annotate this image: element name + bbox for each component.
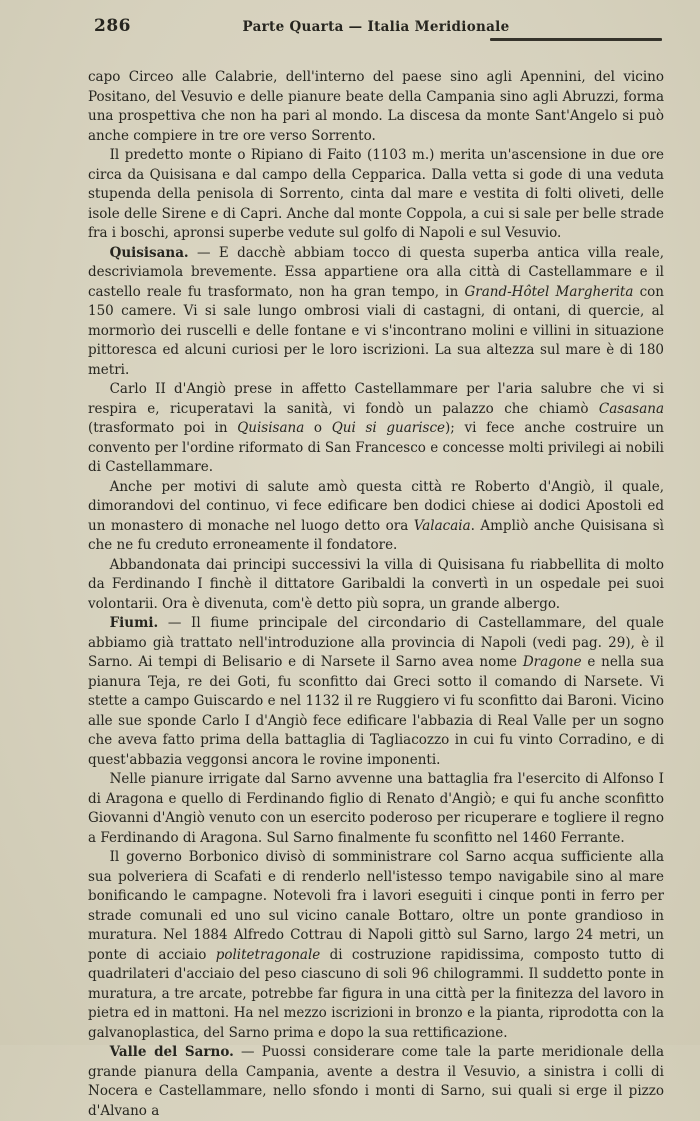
paragraph <box>88 478 664 556</box>
paragraph <box>88 146 664 244</box>
paragraph <box>88 244 664 381</box>
paragraph-text: — Puossi considerare come tale la parte meridionale della grande pianura della Campania, avente a destra il Vesuvio, a sinistra i colli di Nocera e Castellammare, nello sfondo i monti di Sarno, sui quali si erge il pizzo d'Alvano a <box>88 1044 665 1119</box>
paragraph-text: Anche per motivi di salute amò questa città re Roberto d'Angiò, il quale, dimorandovi del continuo, vi fece edificare ben dodici chiese ai dodici Apostoli ed un monastero di monache nel luogo detto ora <box>88 478 664 534</box>
paragraph-text: capo Circeo alle Calabrie, dell'interno del paese sino agli Apennini, del vicino Positano, del Vesuvio e delle pianure beate della Campania sino agli Abruzzi, forma una prospettiva che non ha pari al mondo. La discesa da monte Sant'Angelo si può anche compiere in tre ore verso Sorrento. <box>88 69 664 144</box>
paragraph-text: e nella sua pianura Teja, re dei Goti, fu sconfitto dai Greci sotto il comando di Narsete. Vi stette a campo Guiscardo e nel 1132 il re Ruggiero vi fu sconfitto dai Baroni. Vicino alle sue sponde Carlo I d'Angiò fece edificare l'abbazia di Real Valle per un sogno che aveva fatto prima della battaglia di Tagliacozzo in cui fu vinto Corradino, e di quest'abbazia veggonsi ancora le rovine imponenti. <box>88 654 664 768</box>
paragraph <box>88 380 664 478</box>
paragraph <box>88 68 664 146</box>
paragraph-text: Il predetto monte o Ripiano di Faito (1103 m.) merita un'ascensione in due ore circa da Quisisana e dal campo della Cepparica. Dalla vetta si gode di una veduta stupenda della penisola di Sorrento, cinta dal mare e vestita di folti oliveti, delle isole delle Sirene e di Capri. Anche dal monte Coppola, a cui si sale per belle strade fra i boschi, apronsi superbe vedute sul golfo di Napoli e sul Vesuvio. <box>88 147 664 241</box>
body-text <box>88 68 664 1121</box>
paragraph-text: Casasana <box>598 400 664 417</box>
paragraph-text: Quisisana <box>237 420 305 436</box>
paragraph-text: Carlo II d'Angiò prese in affetto Castellammare per l'aria salubre che vi si respira e, ricuperatavi la sanità, vi fondò un palazzo che chiamò <box>88 381 664 417</box>
paragraph-text: Qui si guarisce <box>331 420 446 436</box>
paragraph-text: politetragonale <box>215 946 321 963</box>
paragraph-text: Abbandonata dai principi successivi la villa di Quisisana fu riabbellita di molto da Ferdinando I finchè il dittatore Garibaldi la convertì in un ospedale pei suoi volontarii. Ora è divenuta, com'è detto più sopra, un grande albergo. <box>88 556 664 612</box>
paragraph <box>88 614 664 770</box>
page-number: 286 <box>94 16 131 36</box>
paragraph <box>88 556 664 615</box>
header-rule <box>490 38 662 41</box>
paragraph-text: ); vi fece anche costruire un convento per l'ordine riformato di San Francesco e concesse molti privilegi ai nobili di Castellammare. <box>88 420 664 475</box>
paragraph-text: Grand-Hôtel Margherita <box>464 283 634 300</box>
paragraph-text: Il governo Borbonico divisò di somministrare col Sarno acqua sufficiente alla sua polveriera di Scafati e di renderlo nell'istesso tempo navigabile sino al mare bonificando le campagne. Notevoli fra i lavori eseguiti i cinque ponti in ferro per strade comunali ed uno sul vicino canale Bottaro, oltre un ponte grandioso in muratura. Nel 1884 Alfredo Cottrau di Napoli gittò sul Sarno, largo 24 metri, un ponte di acciaio <box>88 849 664 963</box>
paragraph <box>88 1043 664 1121</box>
paragraph-text: — Il fiume principale del circondario di Castellammare, del quale abbiamo già trattato nell'introduzione alla provincia di Napoli (vedi pag. 29), è il Sarno. Ai tempi di Belisario e di Narsete il Sarno avea nome <box>88 615 664 670</box>
paragraph-text: con 150 camere. Vi si sale lungo ombrosi viali di castagni, di ontani, di quercie, al mormorìo dei ruscelli e delle fontane e vi s'incontrano molini e villini in situazione pittoresca ed alcuni curiosi per le loro iscrizioni. La sua altezza sul mare è di 180 metri. <box>88 283 664 378</box>
paragraph-text: . Ampliò anche Quisisana sì che ne fu creduto erroneamente il fondatore. <box>88 517 664 553</box>
paragraph-text: Dragone <box>522 654 582 670</box>
paragraph <box>88 770 664 848</box>
paragraph-text: di costruzione rapidissima, composto tutto di quadrilateri d'acciaio del peso ciascuno di soli 96 chilogrammi. Il suddetto ponte in muratura, a tre arcate, potrebbe far figura in una città per la finitezza del lavoro in pietra ed in mattoni. Ha nel mezzo iscrizioni in bronzo e la pianta, riprodotta con la galvanoplastica, del Sarno prima e dopo la sua rettificazione. <box>88 946 664 1041</box>
paragraph-lead-word: Valle del Sarno. <box>109 1044 234 1060</box>
paragraph <box>88 848 664 1043</box>
paragraph-text: Valacaia <box>413 517 471 534</box>
paragraph-lead-word: Fiumi. <box>109 615 159 631</box>
running-title: Parte Quarta — Italia Meridionale <box>242 19 510 35</box>
paragraph-lead-word: Quisisana. <box>109 244 189 261</box>
paragraph-text: Nelle pianure irrigate dal Sarno avvenne una battaglia fra l'esercito di Alfonso I di Aragona e quello di Ferdinando figlio di Renato d'Angiò; e qui fu anche sconfitto Giovanni d'Angiò venuto con un esercito poderoso per ricuperare e togliere il regno a Ferdinando di Aragona. Sul Sarno finalmente fu sconfitto nel 1460 Ferrante. <box>88 771 664 846</box>
paragraph-text: o <box>304 420 332 436</box>
paragraph-text: — E dacchè abbiam tocco di questa superba antica villa reale, descriviamola brevemente. Essa appartiene ora alla città di Castellammare e il castello reale fu trasformato, non ha gran tempo, in <box>88 244 664 300</box>
paragraph-text: (trasformato poi in <box>88 420 238 436</box>
